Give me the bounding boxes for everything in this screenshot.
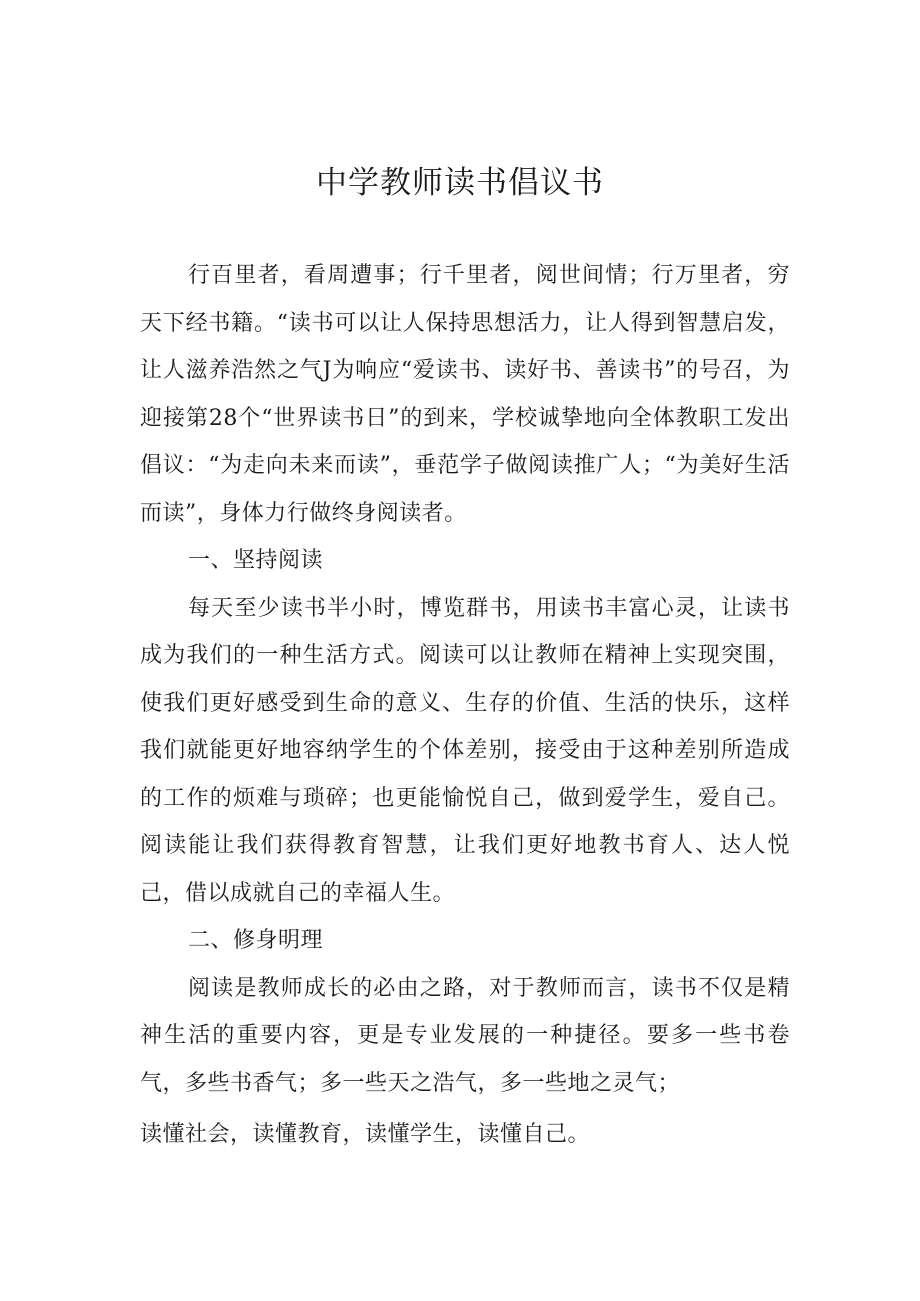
document-title: 中学教师读书倡议书 — [316, 165, 604, 201]
document-body — [140, 252, 790, 1159]
section-paragraph-self-cultivation: 阅读是教师成长的必由之路，对于教师而言，读书不仅是精神生活的重要内容，更是专业发展的一种捷径。要多一些书卷气，多些书香气；多一些天之浩气，多一些地之灵气； — [140, 975, 790, 1096]
section-heading-persist-reading: 一、坚持阅读 — [188, 548, 324, 573]
closing-line: 读懂社会，读懂教育，读懂学生，读懂自己。 — [140, 1122, 591, 1147]
section-heading-self-cultivation: 二、修身明理 — [188, 928, 324, 953]
section-paragraph-persist-reading: 每天至少读书半小时，博览群书，用读书丰富心灵，让读书成为我们的一种生活方式。阅读可以让教师在精神上实现突围，使我们更好感受到生命的意义、生存的价值、生活的快乐，这样我们就能更好地容纳学生的个体差别，接受由于这种差别所造成的工作的烦难与琐碎；也更能愉悦自己，做到爱学生，爱自己。阅读能让我们获得教育智慧，让我们更好地教书育人、达人悦己，借以成就自己的幸福人生。 — [140, 595, 790, 906]
intro-paragraph: 行百里者，看周遭事；行千里者，阅世间情；行万里者，穷天下经书籍。“读书可以让人保持思想活力，让人得到智慧启发，让人滋养浩然之气J为响应“爱读书、读好书、善读书”的号召，为迎接第28个“世界读书日”的到来，学校诚挚地向全体教职工发出倡议：“为走向未来而读”，垂范学子做阅读推广人；“为美好生活而读”，身体力行做终身阅读者。 — [140, 263, 790, 526]
